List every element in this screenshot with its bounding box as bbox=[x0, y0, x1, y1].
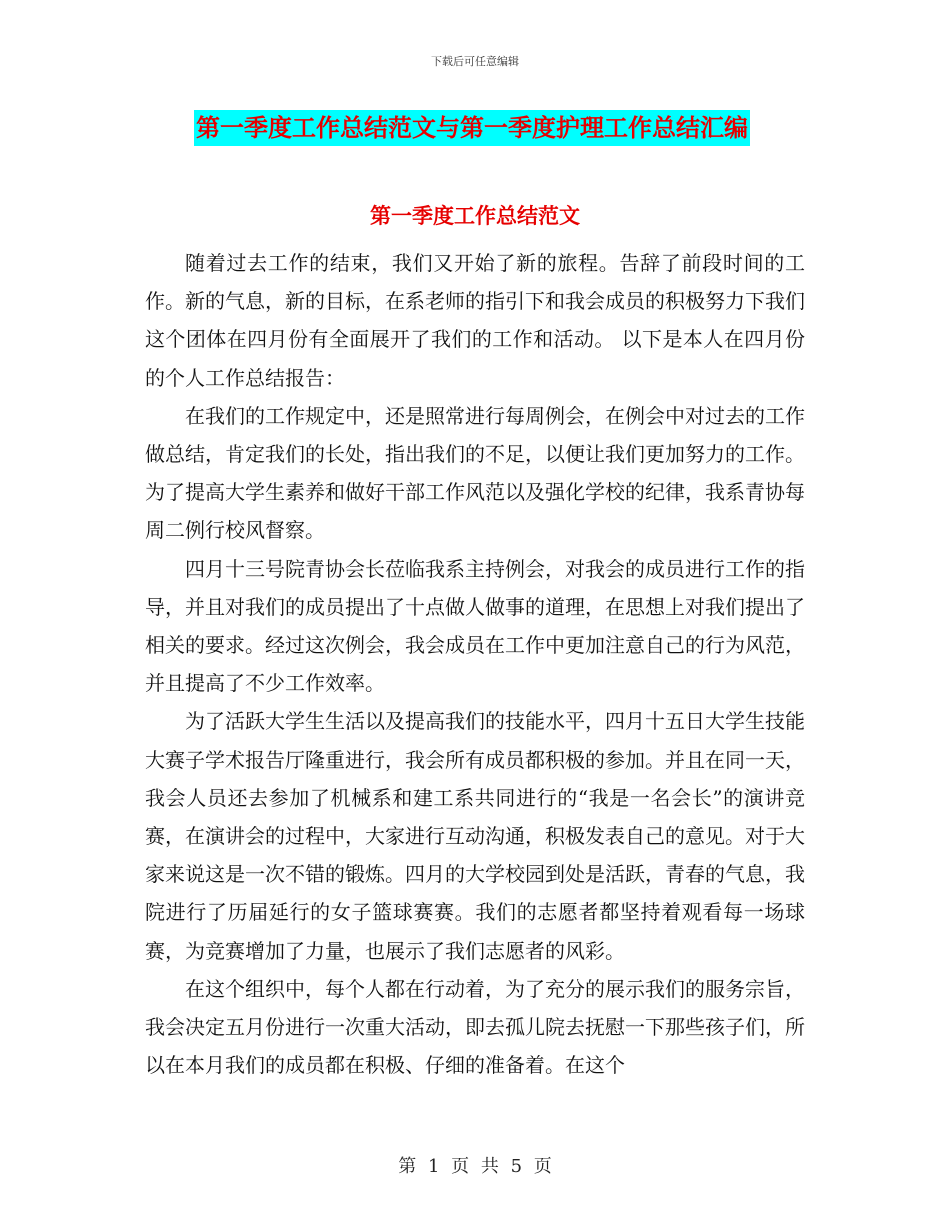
header-note: 下载后可任意编辑 bbox=[431, 55, 519, 68]
paragraph: 在我们的工作规定中，还是照常进行每周例会，在例会中对过去的工作做总结，肯定我们的长处，指出我们的不足，以便让我们更加努力的工作。为了提高大学生素养和做好干部工作风范以及强化学校的纪律，我系青协每周二例行校风督察。 bbox=[145, 403, 805, 543]
paragraph: 四月十三号院青协会长莅临我系主持例会，对我会的成员进行工作的指导，并且对我们的成员提出了十点做人做事的道理，在思想上对我们提出了相关的要求。经过这次例会，我会成员在工作中更加注意自己的行为风范，并且提高了不少工作效率。 bbox=[145, 556, 805, 696]
page-footer: 第 1 页 共 5 页 bbox=[398, 1156, 552, 1177]
section-title: 第一季度工作总结范文 bbox=[370, 204, 580, 228]
paragraph: 在这个组织中，每个人都在行动着，为了充分的展示我们的服务宗旨，我会决定五月份进行一次重大活动，即去孤儿院去抚慰一下那些孩子们，所以在本月我们的成员都在积极、仔细的准备着。在这个 bbox=[145, 976, 805, 1078]
paragraph: 为了活跃大学生生活以及提高我们的技能水平，四月十五日大学生技能大赛子学术报告厅隆重进行，我会所有成员都积极的参加。并且在同一天，我会人员还去参加了机械系和建工系共同进行的“我是一名会长”的演讲竞赛，在演讲会的过程中，大家进行互动沟通，积极发表自己的意见。对于大家来说这是一次不错的锻炼。四月的大学校园到处是活跃，青春的气息，我院进行了历届延行的女子篮球赛赛。我们的志愿者都坚持着观看每一场球赛，为竞赛增加了力量，也展示了我们志愿者的风彩。 bbox=[145, 709, 805, 963]
paragraph: 随着过去工作的结束，我们又开始了新的旅程。告辞了前段时间的工作。新的气息，新的目标，在系老师的指引下和我会成员的积极努力下我们这个团体在四月份有全面展开了我们的工作和活动。 以下是本人在四月份的个人工作总结报告： bbox=[145, 251, 805, 390]
document-title: 第一季度工作总结范文与第一季度护理工作总结汇编 bbox=[194, 110, 750, 146]
document-body bbox=[145, 244, 805, 1084]
